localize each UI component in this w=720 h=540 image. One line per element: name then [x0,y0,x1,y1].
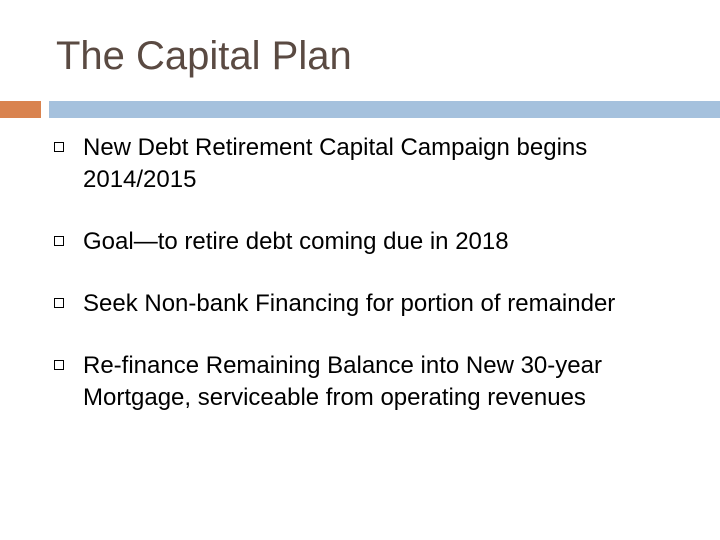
title-accent-bar [0,101,41,118]
bullet-item [54,288,654,320]
bullet-item [54,226,654,258]
bullet-text: Goal—to retire debt coming due in 2018 [83,228,509,255]
bullet-text: Seek Non-bank Financing for portion of remainder [83,290,616,317]
square-bullet-icon [54,236,64,246]
square-bullet-icon [54,360,64,370]
bullet-text: Re-finance Remaining Balance into New 30-year Mortgage, serviceable from operating revenues [83,352,602,411]
bullet-item [54,350,654,414]
title-rule-bar [49,101,720,118]
bullet-list [54,132,654,414]
bullet-text: New Debt Retirement Capital Campaign begins 2014/2015 [83,134,588,193]
square-bullet-icon [54,298,64,308]
slide-title: The Capital Plan [56,34,352,78]
square-bullet-icon [54,142,64,152]
bullet-item [54,132,654,196]
